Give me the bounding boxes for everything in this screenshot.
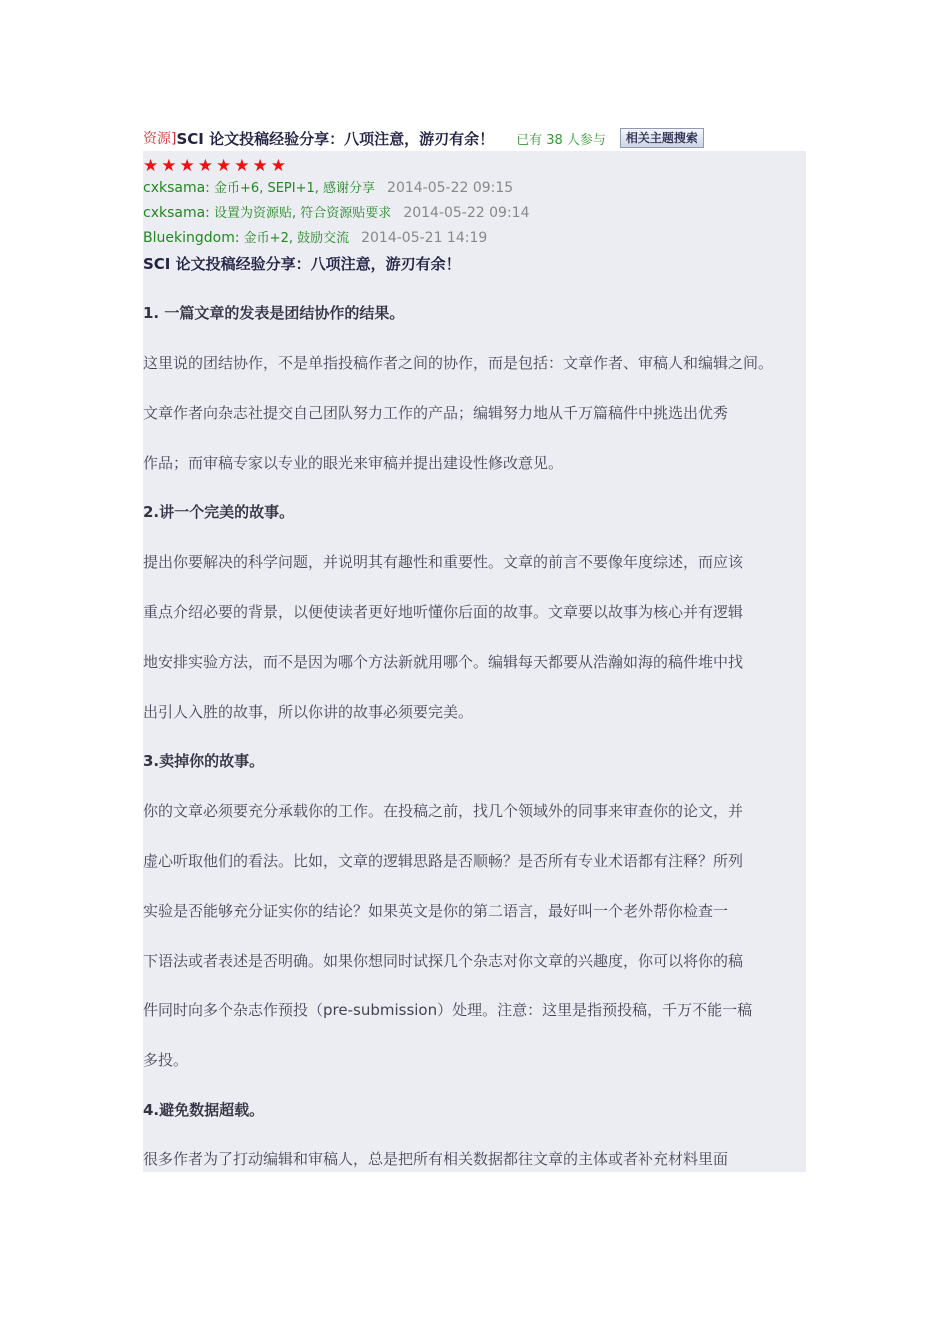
paragraph-line: 你的文章必须要充分承载你的工作。在投稿之前，找几个领域外的同事来审查你的论文，并 [143,802,744,820]
paragraph-line: 下语法或者表述是否明确。如果你想同时试探几个杂志对你文章的兴趣度，你可以将你的稿 [143,952,744,970]
section-heading: 1. 一篇文章的发表是团结协作的结果。 [143,304,405,322]
related-search-button[interactable]: 相关主题搜索 [620,128,704,148]
post-title-row [143,126,783,150]
star-icon: ★ [270,156,286,176]
star-icon: ★ [143,156,159,176]
star-icon: ★ [252,156,268,176]
star-icon: ★ [179,156,195,176]
paragraph-line: 文章作者向杂志社提交自己团队努力工作的产品；编辑努力地从千万篇稿件中挑选出优秀 [143,404,729,422]
rating-reason: 金币+2, 鼓励交流 [239,231,350,246]
rating-time: 2014-05-22 09:14 [403,205,530,221]
rater-name[interactable]: cxksama: [143,180,210,196]
rating-log-item [143,202,529,224]
rating-time: 2014-05-21 14:19 [361,230,488,246]
rating-stars [143,155,286,177]
paragraph-line: 实验是否能够充分证实你的结论？如果英文是你的第二语言，最好叫一个老外帮你检查一 [143,902,729,920]
rating-time: 2014-05-22 09:15 [387,180,514,196]
paragraph-line: 多投。 [143,1051,189,1069]
paragraph-line: 地安排实验方法，而不是因为哪个方法新就用哪个。编辑每天都要从浩瀚如海的稿件堆中找 [143,653,744,671]
paragraph-line: 出引人入胜的故事，所以你讲的故事必须要完美。 [143,703,474,721]
star-icon: ★ [161,156,177,176]
paragraph-line: 很多作者为了打动编辑和审稿人，总是把所有相关数据都往文章的主体或者补充材料里面 [143,1150,729,1168]
section-heading: 2.讲一个完美的故事。 [143,503,295,521]
rater-name[interactable]: Bluekingdom: [143,230,240,246]
paragraph-line: 作品；而审稿专家以专业的眼光来审稿并提出建设性修改意见。 [143,454,564,472]
star-icon: ★ [216,156,232,176]
star-icon: ★ [197,156,213,176]
paragraph-line: 这里说的团结协作，不是单指投稿作者之间的协作，而是包括：文章作者、审稿人和编辑之间。 [143,354,774,372]
rating-reason: 设置为资源贴, 符合资源贴要求 [209,206,392,221]
rater-name[interactable]: cxksama: [143,205,210,221]
section-heading: 3.卖掉你的故事。 [143,752,265,770]
star-icon: ★ [234,156,250,176]
participant-count: 已有 38 人参与 [516,132,606,148]
paragraph-line: 件同时向多个杂志作预投（pre-submission）处理。注意：这里是指预投稿，千万不能一稿 [143,1001,753,1019]
paragraph-line: 提出你要解决的科学问题，并说明其有趣性和重要性。文章的前言不要像年度综述，而应该 [143,553,744,571]
post-title: SCI 论文投稿经验分享：八项注意，游刃有余！ [176,129,495,148]
rating-log-item [143,227,487,249]
post-content [143,151,806,1172]
section-heading: 4.避免数据超载。 [143,1101,265,1119]
rating-reason: 金币+6, SEPI+1, 感谢分享 [209,181,376,196]
article-title: SCI 论文投稿经验分享：八项注意，游刃有余！ [143,255,461,273]
paragraph-line: 虚心听取他们的看法。比如，文章的逻辑思路是否顺畅？是否所有专业术语都有注释？所列 [143,852,744,870]
rating-log-item [143,177,513,199]
title-prefix: 资源] [143,131,177,147]
paragraph-line: 重点介绍必要的背景，以便使读者更好地听懂你后面的故事。文章要以故事为核心并有逻辑 [143,603,744,621]
